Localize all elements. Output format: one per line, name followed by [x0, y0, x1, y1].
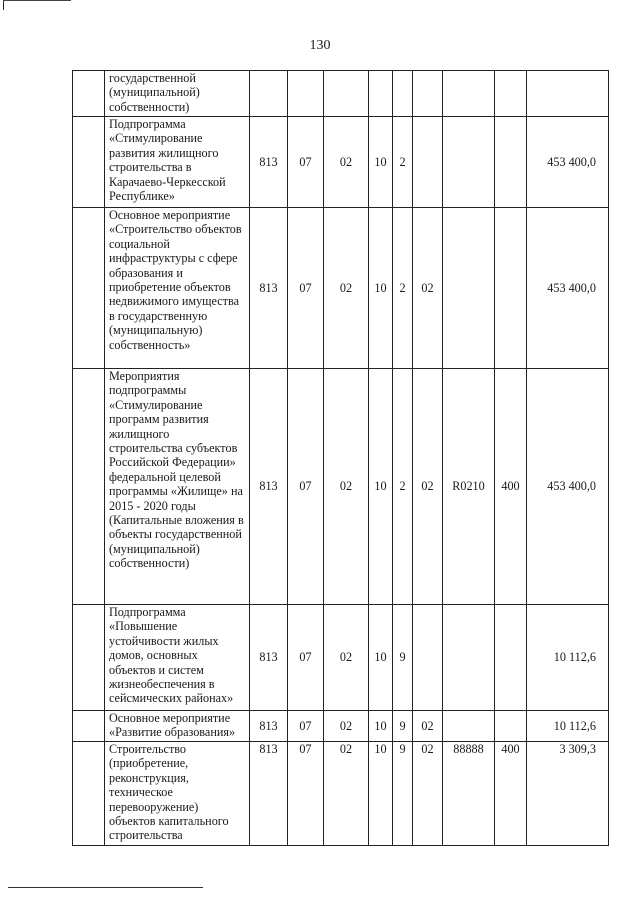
subsection-code: 02 [324, 208, 369, 369]
row-name: Подпрограмма «Повышение устойчивости жилых домов, основных объектов и систем жизнеобеспечения в сейсмических районах» [105, 605, 250, 711]
event-code: 02 [413, 369, 443, 605]
section-code [288, 71, 324, 117]
row-name: Мероприятия подпрограммы «Стимулирование программ развития жилищного строительства субъектов Российской Федерации» федеральной целевой программы «Жилище» на 2015 - 2020 годы (Капитальные вложения в объекты государственной (муниципальной) собственности) [105, 369, 250, 605]
section-code: 07 [288, 117, 324, 208]
subsection-code: 02 [324, 369, 369, 605]
amount [527, 71, 609, 117]
program-code: 10 [369, 742, 393, 846]
program-code: 10 [369, 711, 393, 742]
expense-type-code [495, 208, 527, 369]
program-code: 10 [369, 369, 393, 605]
amount: 453 400,0 [527, 208, 609, 369]
row-name: государственной (муниципальной) собственности) [105, 71, 250, 117]
expense-type-code [495, 71, 527, 117]
blank-cell [73, 711, 105, 742]
section-code: 07 [288, 208, 324, 369]
ministry-code: 813 [250, 742, 288, 846]
blank-cell [73, 369, 105, 605]
table-row [73, 208, 609, 369]
direction-code [443, 208, 495, 369]
table-row [73, 742, 609, 846]
event-code [413, 605, 443, 711]
direction-code: R0210 [443, 369, 495, 605]
table-row [73, 369, 609, 605]
subsection-code: 02 [324, 711, 369, 742]
subprogram-code: 2 [393, 208, 413, 369]
subsection-code: 02 [324, 605, 369, 711]
subsection-code: 02 [324, 742, 369, 846]
blank-cell [73, 605, 105, 711]
row-name: Основное мероприятие «Развитие образования» [105, 711, 250, 742]
subprogram-code: 2 [393, 117, 413, 208]
section-code: 07 [288, 711, 324, 742]
expense-type-code: 400 [495, 742, 527, 846]
program-code: 10 [369, 208, 393, 369]
expense-type-code [495, 711, 527, 742]
corner-crop-mark [3, 0, 4, 10]
event-code: 02 [413, 742, 443, 846]
amount: 453 400,0 [527, 369, 609, 605]
row-name: Подпрограмма «Стимулирование развития жилищного строительства в Карачаево-Черкесской Республике» [105, 117, 250, 208]
ministry-code: 813 [250, 369, 288, 605]
section-code: 07 [288, 369, 324, 605]
blank-cell [73, 208, 105, 369]
direction-code [443, 71, 495, 117]
expense-type-code [495, 605, 527, 711]
blank-cell [73, 117, 105, 208]
ministry-code: 813 [250, 605, 288, 711]
corner-crop-line [3, 0, 71, 1]
ministry-code: 813 [250, 208, 288, 369]
direction-code: 88888 [443, 742, 495, 846]
amount: 3 309,3 [527, 742, 609, 846]
amount: 10 112,6 [527, 711, 609, 742]
page-number: 130 [309, 38, 331, 53]
program-code: 10 [369, 117, 393, 208]
expense-type-code [495, 117, 527, 208]
event-code [413, 117, 443, 208]
amount: 453 400,0 [527, 117, 609, 208]
direction-code [443, 117, 495, 208]
event-code: 02 [413, 711, 443, 742]
ministry-code [250, 71, 288, 117]
row-name: Основное мероприятие «Строительство объектов социальной инфраструктуры с сфере образования и приобретение объектов недвижимого имущества в государственную (муниципальную) собственность» [105, 208, 250, 369]
subprogram-code: 9 [393, 605, 413, 711]
blank-cell [73, 71, 105, 117]
direction-code [443, 605, 495, 711]
expense-type-code: 400 [495, 369, 527, 605]
budget-table [72, 70, 609, 846]
section-code: 07 [288, 605, 324, 711]
row-name: Строительство (приобретение, реконструкция, техническое перевооружение) объектов капитального строительства [105, 742, 250, 846]
amount: 10 112,6 [527, 605, 609, 711]
blank-cell [73, 742, 105, 846]
table-row [73, 711, 609, 742]
subprogram-code: 2 [393, 369, 413, 605]
program-code [369, 71, 393, 117]
table-row [73, 117, 609, 208]
ministry-code: 813 [250, 711, 288, 742]
direction-code [443, 711, 495, 742]
footer-rule [8, 887, 203, 888]
subprogram-code: 9 [393, 742, 413, 846]
table-row [73, 71, 609, 117]
subprogram-code: 9 [393, 711, 413, 742]
table-row [73, 605, 609, 711]
event-code [413, 71, 443, 117]
event-code: 02 [413, 208, 443, 369]
subsection-code [324, 71, 369, 117]
section-code: 07 [288, 742, 324, 846]
program-code: 10 [369, 605, 393, 711]
subsection-code: 02 [324, 117, 369, 208]
ministry-code: 813 [250, 117, 288, 208]
subprogram-code [393, 71, 413, 117]
